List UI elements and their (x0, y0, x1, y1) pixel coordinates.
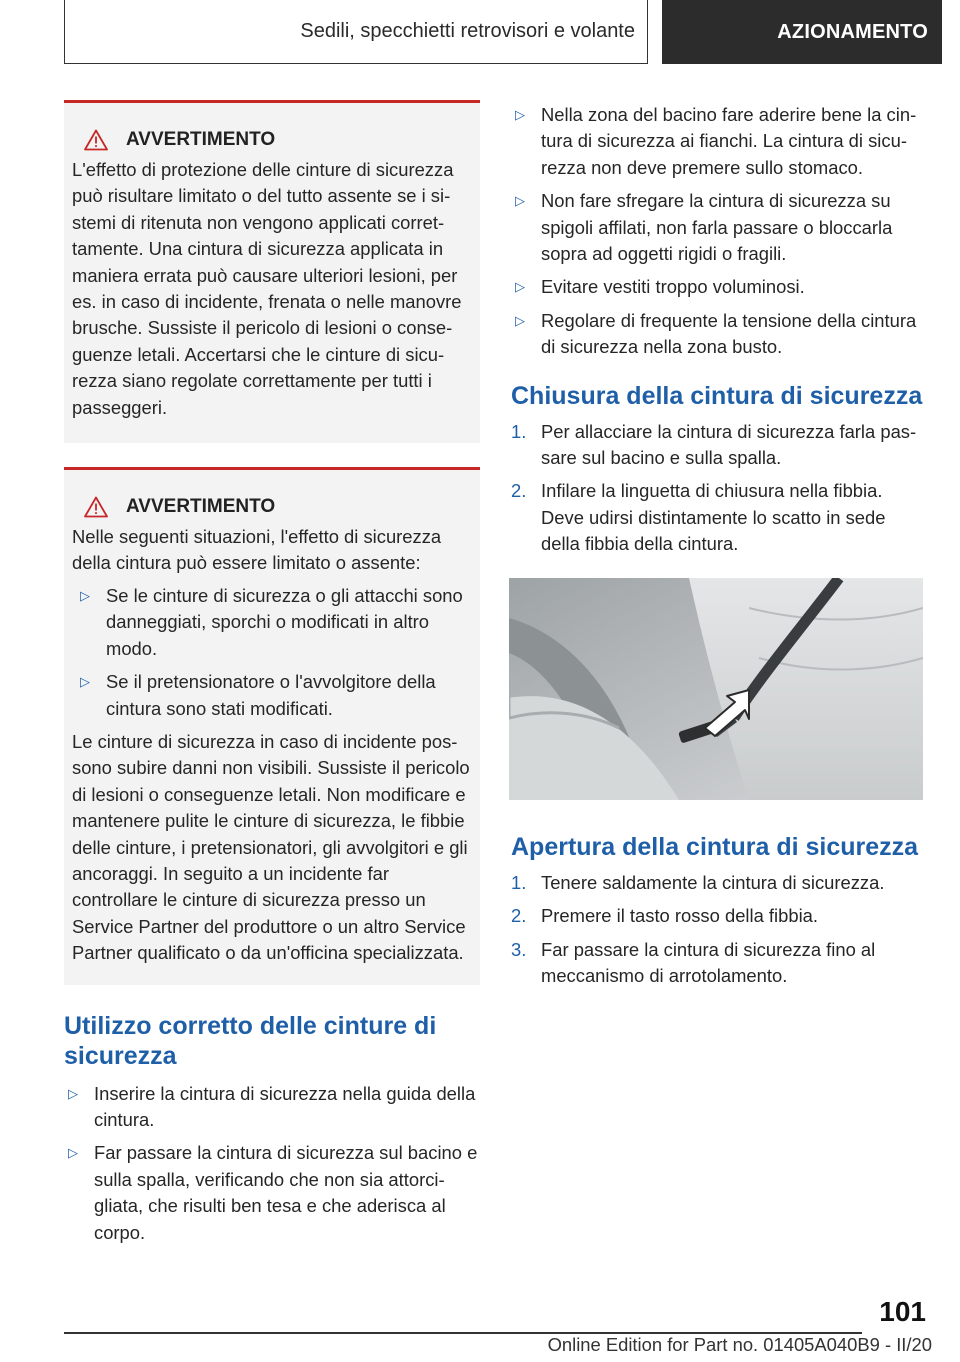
list-item (511, 274, 929, 300)
list-item-text: Inserire la cintura di sicurezza nella guida della cintura. (94, 1082, 476, 1130)
list-item (76, 669, 472, 722)
list-item-text: Far passare la cintura di sicurezza sul bacino e sulla spalla, verificando che non sia attorcigliata, che risulti ben tesa e che aderisca al corpo. (94, 1142, 478, 1243)
warning-triangle-icon (84, 496, 108, 518)
step-item (511, 937, 929, 990)
step-item (511, 478, 929, 557)
section-heading: Apertura della cintura di sicurezza (511, 832, 919, 861)
open-steps (511, 870, 929, 990)
step-number: 1. (511, 420, 527, 442)
list-item-text: Se le cinture di sicurezza o gli attacchi sono danneggiati, sporchi o modificati in altro modo. (106, 584, 463, 659)
warning-list (72, 583, 472, 722)
section-heading: Utilizzo corretto delle cinture di sicurezza (64, 1011, 437, 1070)
warning-outro: Le cinture di sicurezza in caso di incidente possono subire danni non visibili. Sussiste il pericolo di lesioni o conseguenze letali. Non modificare e mantenere pulite le cinture di sicurezza, le fibbie delle cinture, i pretensionatori, gli avvolgitori e gli ancoraggi. In seguito a un incidente far controllare le cinture di sicurezza presso un Service Partner del produttore o un altro Service Partner qualificato o da un'officina specializzata. (72, 730, 470, 964)
bullet-triangle-icon: ▷ (68, 1145, 78, 1161)
correct-use-list-continued (511, 102, 929, 361)
list-item-text: Non fare sfregare la cintura di sicurezza su spigoli affilati, non farla passare o bloccarla sopra ad oggetti rigidi o fragili. (541, 190, 893, 265)
section-open-belt (511, 832, 929, 990)
section-heading: Chiusura della cintura di sicurezza (511, 381, 923, 410)
list-item-text: Evitare vestiti troppo voluminosi. (541, 276, 805, 298)
bullet-triangle-icon: ▷ (515, 193, 525, 209)
list-item-text: Nella zona del bacino fare aderire bene la cintura di sicurezza ai fianchi. La cintura di sicurezza non deve premere sullo stomaco. (541, 104, 917, 178)
seatbelt-buckle-photo (509, 578, 923, 800)
section-close-belt (511, 381, 929, 558)
step-number: 2. (511, 480, 527, 502)
warning-box-1 (64, 100, 480, 443)
list-item (64, 1140, 480, 1246)
step-item (511, 870, 929, 896)
header-chapter-tab (662, 0, 942, 64)
step-number: 2. (511, 905, 527, 927)
step-text: Per allacciare la cintura di sicurezza farla passare sul bacino e sulla spalla. (541, 420, 917, 469)
warning-intro: Nelle seguenti situazioni, l'effetto di sicurezza della cintura può essere limitato o assente: (72, 526, 442, 574)
page-number: 101 (879, 1296, 926, 1327)
step-number: 3. (511, 938, 527, 960)
warning-title (72, 496, 472, 518)
warning-body: L'effetto di protezione delle cinture di sicurezza può risultare limitato o del tutto assente se i sistemi di ritenuta non vengono applicati correttamente. Una cintura di sicurezza applicata in maniera errata può causare ulteriori lesioni, per es. in caso di incidente, frenata o nelle manovre brusche. Sussiste il pericolo di lesioni o conseguenze letali. Accertarsi che le cinture di sicurezza siano regolate correttamente per tutti i passeggeri. (72, 159, 462, 418)
list-item (64, 1081, 480, 1134)
footer-edition: Online Edition for Part no. 01405A040B9 - II/20 (547, 1334, 932, 1355)
correct-use-list (64, 1081, 480, 1246)
bullet-triangle-icon: ▷ (80, 674, 90, 690)
step-text: Far passare la cintura di sicurezza fino al meccanismo di arrotolamento. (541, 938, 876, 986)
bullet-triangle-icon: ▷ (515, 312, 525, 328)
list-item-text: Regolare di frequente la tensione della cintura di sicurezza nella zona busto. (541, 309, 917, 358)
step-text: Premere il tasto rosso della fibbia. (541, 905, 819, 927)
chapter-title: AZIONAMENTO (777, 20, 928, 43)
warning-triangle-icon (84, 129, 108, 151)
section-title: Sedili, specchietti retrovisori e volante (300, 20, 635, 42)
section-correct-use (64, 1011, 480, 1246)
step-text: Infilare la linguetta di chiusura nella fibbia. Deve udirsi distintamente lo scatto in sede della fibbia della cintura. (541, 480, 886, 555)
step-text: Tenere saldamente la cintura di sicurezza. (541, 871, 885, 893)
header-section-title (64, 0, 648, 64)
list-item-text: Se il pretensionatore o l'avvolgitore della cintura sono stati modificati. (106, 671, 436, 719)
bullet-triangle-icon: ▷ (515, 107, 525, 122)
step-number: 1. (511, 871, 527, 893)
warning-box-2 (64, 467, 480, 985)
close-steps (511, 419, 929, 558)
bullet-triangle-icon: ▷ (80, 587, 90, 603)
step-item (511, 419, 929, 472)
warning-title-text: AVVERTIMENTO (126, 496, 276, 518)
bullet-triangle-icon: ▷ (515, 279, 525, 295)
seatbelt-illustration (509, 578, 923, 800)
list-item (511, 308, 929, 361)
list-item (511, 102, 929, 181)
step-item (511, 903, 929, 929)
warning-title-text: AVVERTIMENTO (126, 129, 276, 150)
left-column (64, 100, 480, 1253)
bullet-triangle-icon: ▷ (68, 1085, 78, 1101)
warning-title (72, 129, 472, 151)
list-item (76, 583, 472, 662)
right-column (511, 102, 929, 996)
list-item (511, 188, 929, 267)
